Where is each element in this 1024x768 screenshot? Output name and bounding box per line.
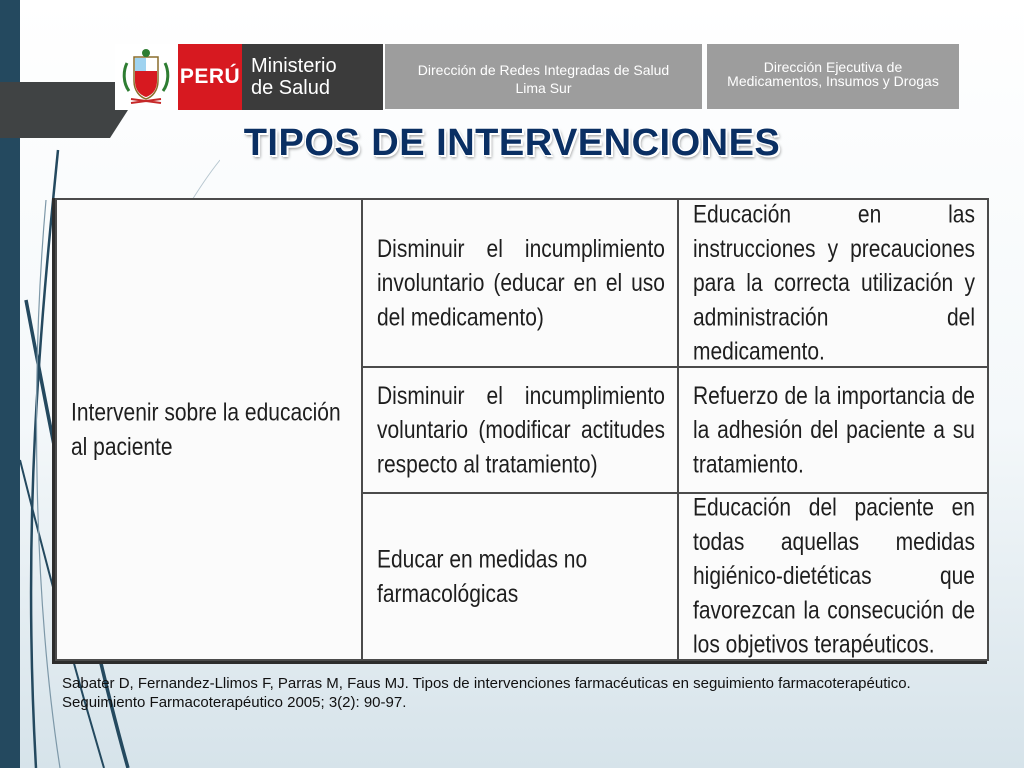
action-text: Refuerzo de la importancia de la adhesión del paciente a su tratamiento. — [693, 382, 975, 478]
ministry-logo — [115, 44, 383, 110]
slide-title: TIPOS DE INTERVENCIONES — [243, 122, 781, 164]
category-text: Intervenir sobre la educación al paciente — [71, 398, 341, 461]
objective-text: Educar en medidas no farmacológicas — [377, 545, 588, 608]
header-box-1-line-2: Lima Sur — [515, 80, 572, 96]
objective-cell — [362, 367, 678, 493]
ministry-name — [242, 44, 383, 110]
peru-label: PERÚ — [178, 44, 242, 110]
interventions-table — [52, 198, 987, 664]
table-row — [56, 199, 988, 367]
action-cell — [678, 199, 988, 367]
header-box-diris — [385, 44, 702, 109]
header-box-2-line-1: Dirección Ejecutiva de — [763, 59, 903, 75]
action-cell — [678, 367, 988, 493]
objective-text: Disminuir el incumplimiento voluntario (modificar actitudes respecto al tratamiento) — [377, 382, 665, 478]
action-cell — [678, 493, 988, 660]
coat-of-arms-icon — [121, 47, 171, 107]
interventions-table-grid — [55, 198, 989, 661]
objective-cell — [362, 493, 678, 660]
objective-cell — [362, 199, 678, 367]
header-box-digemid — [707, 44, 959, 109]
ministry-line-1: Ministerio — [251, 55, 337, 77]
citation-text: Sabater D, Fernandez-Llimos F, Parras M, Faus MJ. Tipos de intervenciones farmacéuticas en seguimiento farmacoterapéutico. Seguimiento Farmacoterapéutico 2005; 3(2): 90-97. — [62, 675, 911, 711]
header-box-2-line-2: Medicamentos, Insumos y Drogas — [727, 73, 939, 89]
action-text: Educación del paciente en todas aquellas medidas higiénico-dietéticas que favorezcan la consecución de los objetivos terapéuticos. — [693, 494, 975, 659]
ministry-line-2: de Salud — [251, 77, 330, 99]
objective-text: Disminuir el incumplimiento involuntario (educar en el uso del medicamento) — [377, 235, 665, 331]
action-text: Educación en las instrucciones y precauciones para la correcta utilización y administración del medicamento. — [693, 200, 975, 366]
category-cell — [56, 199, 362, 660]
header-box-1-line-1: Dirección de Redes Integradas de Salud — [417, 62, 670, 78]
